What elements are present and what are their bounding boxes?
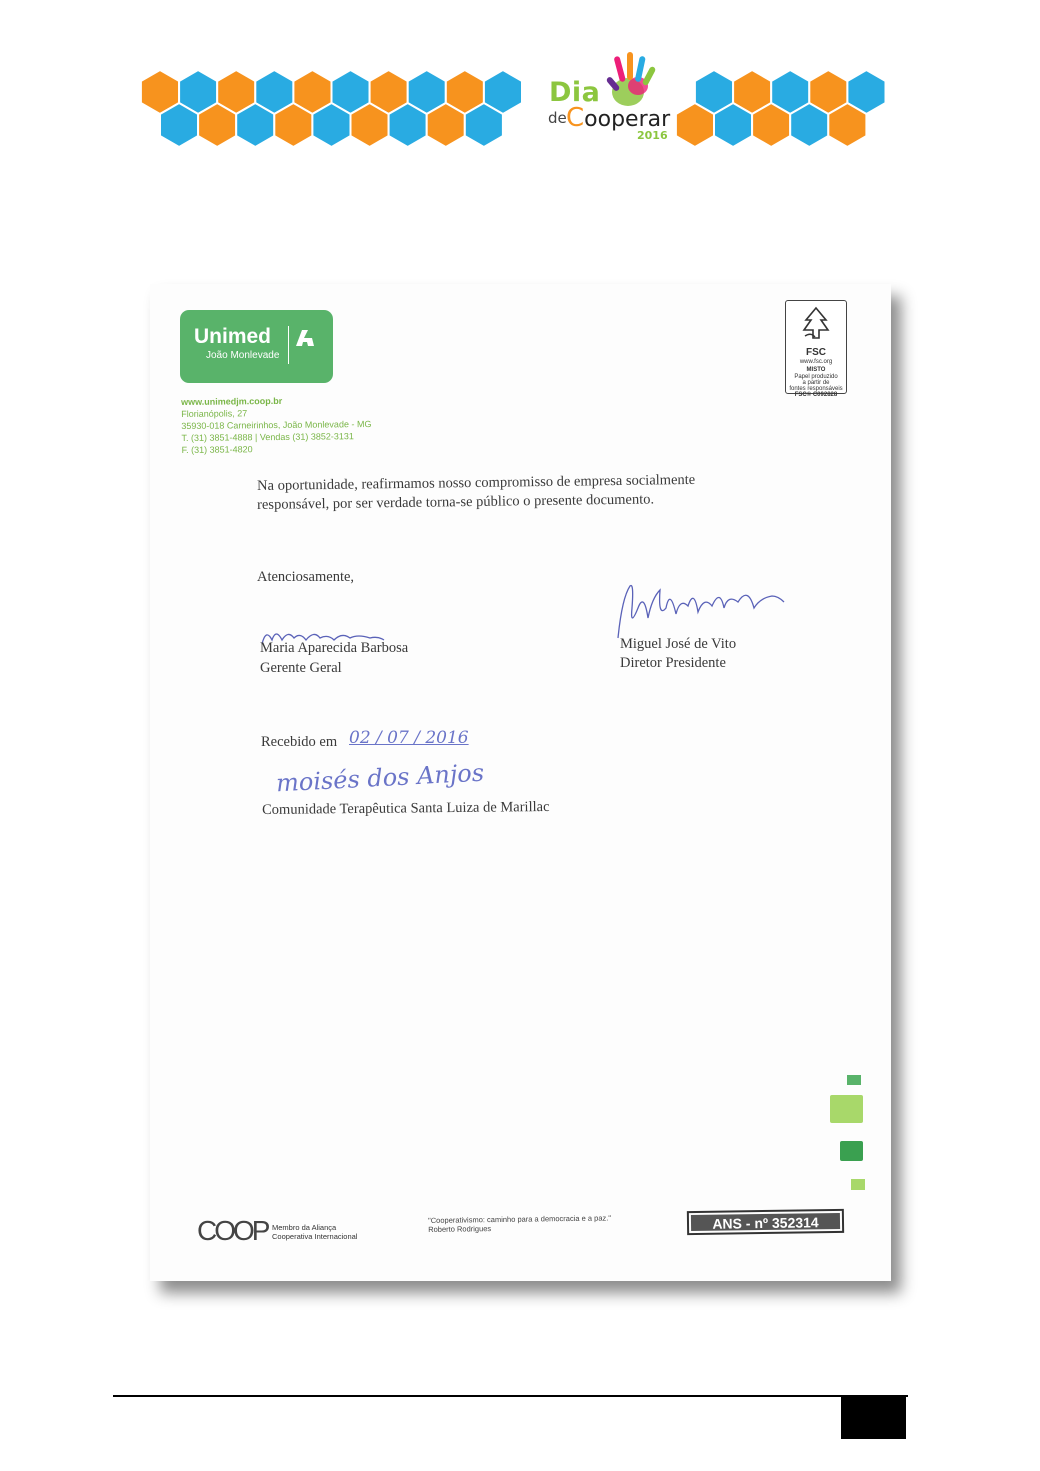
footer-quote: [428, 1213, 611, 1234]
quote-line1: "Cooperativismo: caminho para a democracia e a paz.": [428, 1213, 612, 1225]
scanned-letter: [150, 284, 891, 1281]
fsc-title: FSC: [806, 347, 826, 358]
coop-logo: [197, 1216, 269, 1250]
banner-year: 2016: [637, 129, 668, 142]
banner-hexagon: [351, 103, 389, 147]
banner-hexagon: [752, 103, 790, 147]
signer2-role: Diretor Presidente: [620, 655, 726, 671]
banner-hexagon: [274, 103, 312, 147]
banner-hexagon: [676, 103, 714, 147]
received-label: Recebido em: [261, 734, 338, 750]
received-signature: moisés dos Anjos: [275, 758, 485, 798]
letterhead-address2: 35930-018 Carneirinhos, João Monlevade - MG: [181, 419, 372, 431]
banner-hexagon: [312, 103, 350, 147]
deco-square: [847, 1075, 861, 1085]
banner-hexagon: [790, 103, 828, 147]
banner-hexagon: [465, 103, 503, 147]
letterhead-address1: Florianópolis, 27: [181, 408, 248, 419]
banner-hexagon: [828, 103, 866, 147]
signer1-role: Gerente Geral: [260, 660, 342, 676]
fsc-seal: [785, 300, 847, 398]
letter-paragraph-line2: responsável, por ser verdade torna-se público o presente documento.: [257, 491, 655, 513]
banner-de: de: [548, 109, 567, 127]
deco-square: [830, 1095, 863, 1123]
signer1-name: Maria Aparecida Barbosa: [260, 640, 409, 656]
coop-line2: Cooperativa Internacional: [272, 1232, 358, 1241]
letter-paragraph-line1: Na oportunidade, reafirmamos nosso compromisso de empresa socialmente: [257, 471, 696, 494]
deco-square: [851, 1179, 865, 1190]
coop-logo-text: COOP: [197, 1216, 268, 1246]
fsc-line1: Papel produzido: [794, 374, 838, 380]
letterhead-fax: F. (31) 3851-4820: [181, 444, 253, 455]
letterhead-phone: T. (31) 3851-4888 | Vendas (31) 3852-3131: [181, 431, 354, 443]
received-by: Comunidade Terapêutica Santa Luiza de Marillac: [262, 798, 550, 818]
letterhead-contact: [181, 394, 372, 456]
ans-badge: [687, 1209, 844, 1235]
fsc-site: www.fsc.org: [799, 359, 833, 365]
quote-author: Roberto Rodrigues: [428, 1224, 492, 1234]
coop-membership: [272, 1223, 357, 1241]
unimed-brand: Unimed: [194, 325, 272, 348]
banner-dia: Dia: [549, 77, 601, 108]
banner-hexagon: [714, 103, 752, 147]
dia-de-cooperar-banner: [138, 48, 894, 148]
banner-hexagon: [427, 103, 465, 147]
signer2-name: Miguel José de Vito: [620, 636, 737, 652]
fsc-type: MISTO: [806, 367, 826, 373]
page-number-box: [841, 1397, 906, 1439]
coop-line1: Membro da Aliança: [272, 1223, 337, 1232]
fsc-line2: a partir de: [802, 380, 830, 386]
deco-square: [840, 1141, 863, 1161]
banner-hexagon: [198, 103, 236, 147]
unimed-logo: [180, 310, 333, 383]
banner-cooperar: Cooperar: [566, 103, 671, 133]
fsc-code: FSC® C092828: [794, 392, 838, 398]
unimed-city: João Monlevade: [206, 350, 280, 361]
banner-hexagon: [236, 103, 274, 147]
fsc-tree-icon: [799, 306, 833, 342]
footer-rule: [113, 1395, 908, 1397]
received-date: 02 / 07 / 2016: [349, 728, 469, 748]
letter-closing: Atenciosamente,: [257, 569, 355, 585]
ans-number: ANS - nº 352314: [691, 1213, 840, 1231]
unimed-tree-icon: [292, 326, 318, 348]
banner-hexagon: [160, 103, 198, 147]
banner-hexagon: [389, 103, 427, 147]
fsc-line3: fontes responsáveis: [789, 386, 843, 392]
letterhead-site: www.unimedjm.coop.br: [181, 395, 283, 407]
